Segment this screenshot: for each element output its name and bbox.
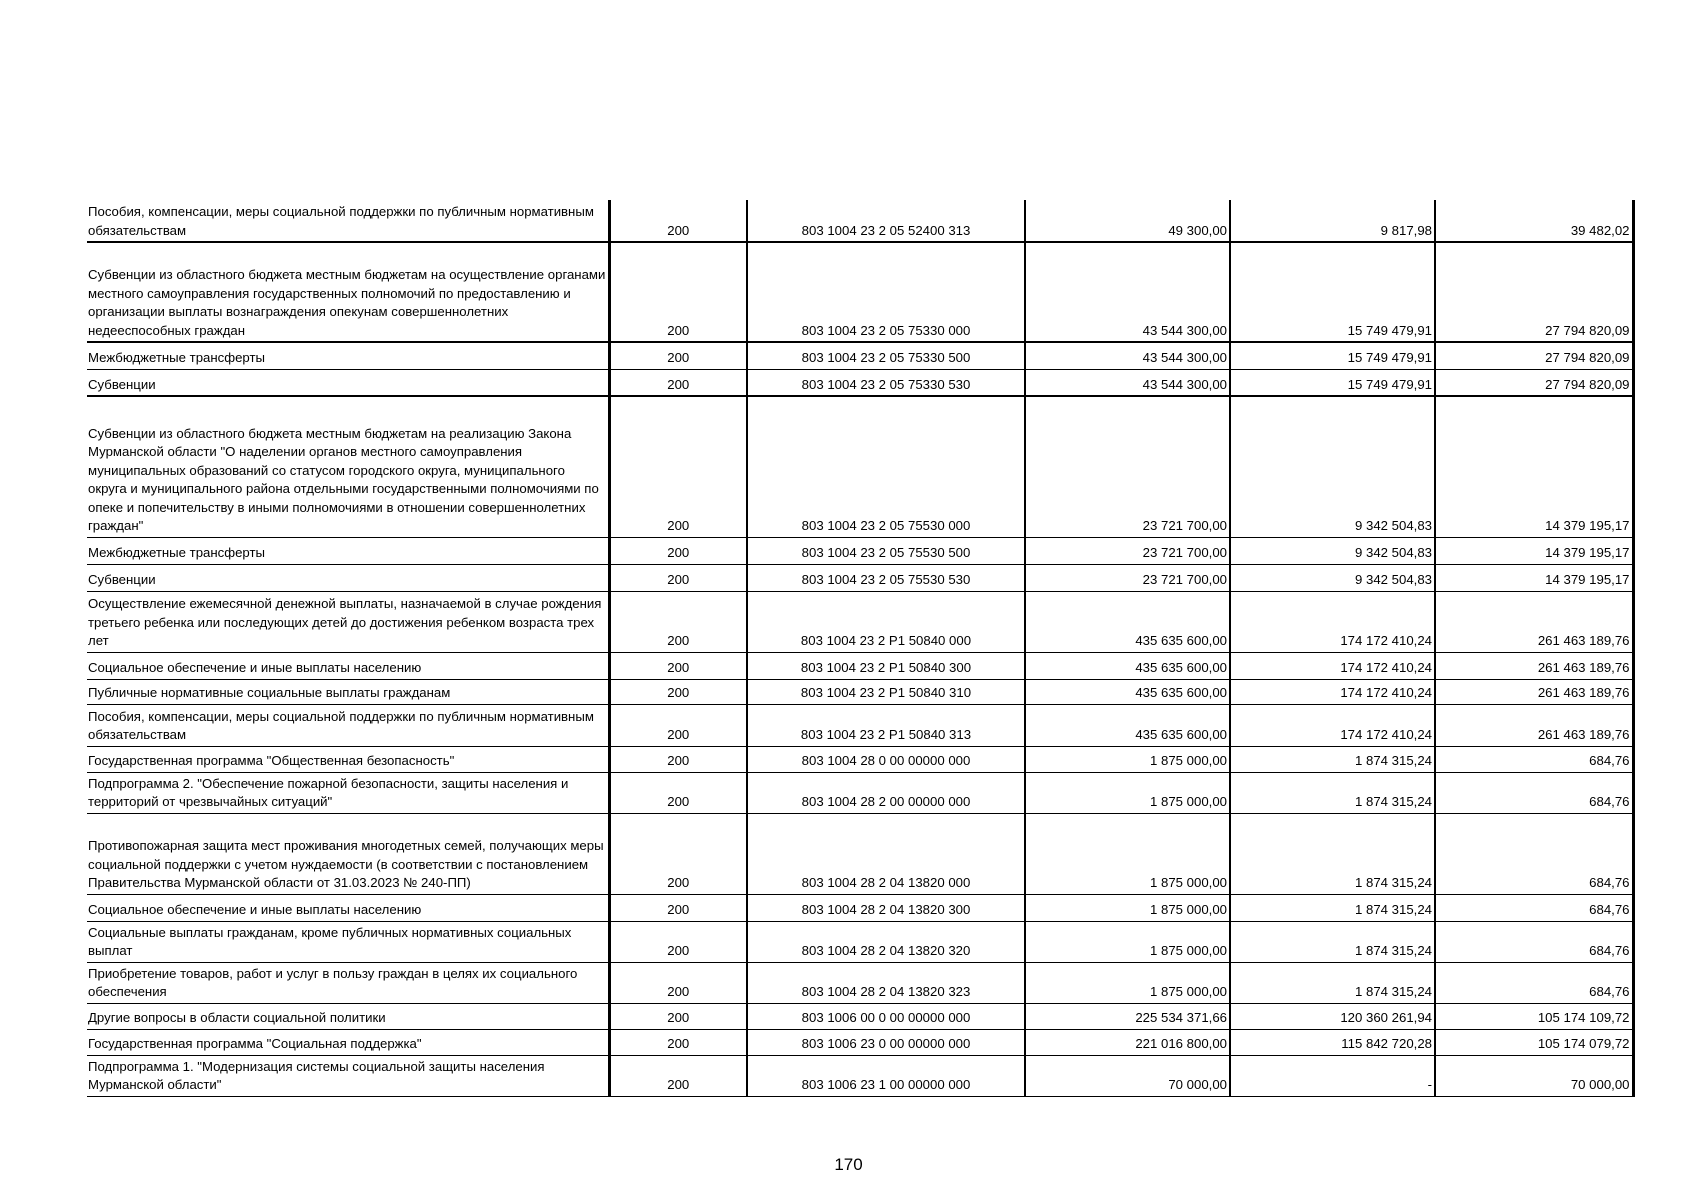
row-code: 200	[609, 564, 747, 591]
row-name: Государственная программа "Социальная поддержка"	[87, 1029, 609, 1055]
row-executed: 15 749 479,91	[1230, 242, 1435, 342]
row-executed: 9 817,98	[1230, 200, 1435, 242]
row-code: 200	[609, 242, 747, 342]
table-row	[87, 1055, 1633, 1096]
row-name: Социальные выплаты гражданам, кроме публичных нормативных социальных выплат	[87, 921, 609, 962]
row-executed: 1 874 315,24	[1230, 813, 1435, 894]
row-code: 200	[609, 1029, 747, 1055]
row-kbk: 803 1004 28 2 04 13820 323	[747, 962, 1025, 1003]
row-kbk: 803 1004 23 2 05 75330 530	[747, 369, 1025, 396]
row-code: 200	[609, 396, 747, 537]
row-approved: 1 875 000,00	[1025, 813, 1230, 894]
row-unexecuted: 105 174 079,72	[1435, 1029, 1633, 1055]
row-approved: 1 875 000,00	[1025, 894, 1230, 921]
row-executed: 15 749 479,91	[1230, 342, 1435, 369]
row-name: Публичные нормативные социальные выплаты гражданам	[87, 679, 609, 704]
row-unexecuted: 14 379 195,17	[1435, 537, 1633, 564]
row-unexecuted: 70 000,00	[1435, 1055, 1633, 1096]
row-kbk: 803 1004 23 2 P1 50840 310	[747, 679, 1025, 704]
row-unexecuted: 14 379 195,17	[1435, 564, 1633, 591]
row-code: 200	[609, 537, 747, 564]
row-executed: 115 842 720,28	[1230, 1029, 1435, 1055]
row-code: 200	[609, 1055, 747, 1096]
row-code: 200	[609, 813, 747, 894]
row-kbk: 803 1004 28 2 04 13820 320	[747, 921, 1025, 962]
row-name: Другие вопросы в области социальной политики	[87, 1003, 609, 1029]
row-kbk: 803 1006 23 0 00 00000 000	[747, 1029, 1025, 1055]
row-approved: 43 544 300,00	[1025, 369, 1230, 396]
row-name: Межбюджетные трансферты	[87, 537, 609, 564]
table-row	[87, 652, 1633, 679]
table-row	[87, 591, 1633, 652]
row-kbk: 803 1004 23 2 P1 50840 313	[747, 704, 1025, 746]
table-row	[87, 242, 1633, 342]
row-unexecuted: 684,76	[1435, 813, 1633, 894]
row-name: Межбюджетные трансферты	[87, 342, 609, 369]
row-kbk: 803 1004 28 0 00 00000 000	[747, 746, 1025, 772]
row-kbk: 803 1004 23 2 05 75530 530	[747, 564, 1025, 591]
row-unexecuted: 105 174 109,72	[1435, 1003, 1633, 1029]
table-row	[87, 200, 1633, 242]
row-unexecuted: 684,76	[1435, 746, 1633, 772]
row-approved: 43 544 300,00	[1025, 242, 1230, 342]
table-row	[87, 564, 1633, 591]
row-kbk: 803 1004 23 2 05 52400 313	[747, 200, 1025, 242]
table-row	[87, 894, 1633, 921]
row-approved: 225 534 371,66	[1025, 1003, 1230, 1029]
row-executed: 1 874 315,24	[1230, 772, 1435, 813]
budget-execution-table	[87, 200, 1635, 1097]
row-executed: 15 749 479,91	[1230, 369, 1435, 396]
row-kbk: 803 1006 00 0 00 00000 000	[747, 1003, 1025, 1029]
row-name: Субвенции	[87, 564, 609, 591]
row-approved: 221 016 800,00	[1025, 1029, 1230, 1055]
row-name: Субвенции из областного бюджета местным бюджетам на осуществление органами местного самоуправления государственных полномочий по предоставлению и организации выплаты вознаграждения опекунам совершеннолетних недееспособных граждан	[87, 242, 609, 342]
row-name: Подпрограмма 2. "Обеспечение пожарной безопасности, защиты населения и территорий от чрезвычайных ситуаций"	[87, 772, 609, 813]
row-approved: 435 635 600,00	[1025, 591, 1230, 652]
row-name: Подпрограмма 1. "Модернизация системы социальной защиты населения Мурманской области"	[87, 1055, 609, 1096]
row-unexecuted: 14 379 195,17	[1435, 396, 1633, 537]
row-approved: 43 544 300,00	[1025, 342, 1230, 369]
row-approved: 70 000,00	[1025, 1055, 1230, 1096]
row-unexecuted: 261 463 189,76	[1435, 704, 1633, 746]
table-row	[87, 342, 1633, 369]
row-executed: 1 874 315,24	[1230, 746, 1435, 772]
row-name: Социальное обеспечение и иные выплаты населению	[87, 894, 609, 921]
row-name: Осуществление ежемесячной денежной выплаты, назначаемой в случае рождения третьего ребенка или последующих детей до достижения ребенком возраста трех лет	[87, 591, 609, 652]
row-approved: 23 721 700,00	[1025, 564, 1230, 591]
row-executed: 1 874 315,24	[1230, 894, 1435, 921]
row-unexecuted: 39 482,02	[1435, 200, 1633, 242]
row-unexecuted: 684,76	[1435, 772, 1633, 813]
row-name: Социальное обеспечение и иные выплаты населению	[87, 652, 609, 679]
row-name: Субвенции из областного бюджета местным бюджетам на реализацию Закона Мурманской области "О наделении органов местного самоуправления муниципальных образований со статусом городского округа, муниципального округа и муниципального района отдельными государственными полномочиями по опеке и попечительству в иными полномочиями в отношении совершеннолетних граждан"	[87, 396, 609, 537]
table-row	[87, 813, 1633, 894]
row-kbk: 803 1006 23 1 00 00000 000	[747, 1055, 1025, 1096]
row-executed: 9 342 504,83	[1230, 396, 1435, 537]
row-approved: 1 875 000,00	[1025, 772, 1230, 813]
table-row	[87, 921, 1633, 962]
table-row	[87, 1003, 1633, 1029]
row-unexecuted: 27 794 820,09	[1435, 369, 1633, 396]
row-code: 200	[609, 369, 747, 396]
row-executed: 1 874 315,24	[1230, 962, 1435, 1003]
table-row	[87, 396, 1633, 537]
row-approved: 1 875 000,00	[1025, 746, 1230, 772]
row-kbk: 803 1004 28 2 04 13820 300	[747, 894, 1025, 921]
row-code: 200	[609, 921, 747, 962]
row-approved: 435 635 600,00	[1025, 652, 1230, 679]
row-executed: 9 342 504,83	[1230, 537, 1435, 564]
row-executed: 120 360 261,94	[1230, 1003, 1435, 1029]
row-unexecuted: 27 794 820,09	[1435, 242, 1633, 342]
row-approved: 435 635 600,00	[1025, 679, 1230, 704]
row-code: 200	[609, 1003, 747, 1029]
row-code: 200	[609, 591, 747, 652]
row-code: 200	[609, 746, 747, 772]
table-row	[87, 772, 1633, 813]
row-code: 200	[609, 342, 747, 369]
table-row	[87, 369, 1633, 396]
row-name: Пособия, компенсации, меры социальной поддержки по публичным нормативным обязательствам	[87, 200, 609, 242]
row-unexecuted: 27 794 820,09	[1435, 342, 1633, 369]
row-code: 200	[609, 772, 747, 813]
row-code: 200	[609, 200, 747, 242]
row-kbk: 803 1004 23 2 P1 50840 300	[747, 652, 1025, 679]
row-code: 200	[609, 652, 747, 679]
row-unexecuted: 684,76	[1435, 921, 1633, 962]
row-name: Пособия, компенсации, меры социальной поддержки по публичным нормативным обязательствам	[87, 704, 609, 746]
table-row	[87, 746, 1633, 772]
table-row	[87, 704, 1633, 746]
row-approved: 23 721 700,00	[1025, 396, 1230, 537]
row-executed: 174 172 410,24	[1230, 652, 1435, 679]
row-name: Приобретение товаров, работ и услуг в пользу граждан в целях их социального обеспечения	[87, 962, 609, 1003]
row-approved: 23 721 700,00	[1025, 537, 1230, 564]
page-number: 170	[834, 1155, 863, 1174]
table-row	[87, 537, 1633, 564]
row-name: Противопожарная защита мест проживания многодетных семей, получающих меры социальной поддержки с учетом нуждаемости (в соответствии с постановлением Правительства Мурманской области от 31.03.2023 № 240-ПП)	[87, 813, 609, 894]
row-kbk: 803 1004 23 2 P1 50840 000	[747, 591, 1025, 652]
row-kbk: 803 1004 23 2 05 75530 000	[747, 396, 1025, 537]
row-unexecuted: 261 463 189,76	[1435, 679, 1633, 704]
row-name: Субвенции	[87, 369, 609, 396]
row-unexecuted: 684,76	[1435, 962, 1633, 1003]
row-unexecuted: 261 463 189,76	[1435, 591, 1633, 652]
row-executed: 9 342 504,83	[1230, 564, 1435, 591]
table-row	[87, 1029, 1633, 1055]
row-code: 200	[609, 894, 747, 921]
row-code: 200	[609, 962, 747, 1003]
row-unexecuted: 261 463 189,76	[1435, 652, 1633, 679]
row-code: 200	[609, 704, 747, 746]
row-executed: -	[1230, 1055, 1435, 1096]
row-name: Государственная программа "Общественная безопасность"	[87, 746, 609, 772]
row-executed: 1 874 315,24	[1230, 921, 1435, 962]
row-kbk: 803 1004 23 2 05 75330 500	[747, 342, 1025, 369]
row-executed: 174 172 410,24	[1230, 704, 1435, 746]
row-approved: 1 875 000,00	[1025, 921, 1230, 962]
row-kbk: 803 1004 28 2 00 00000 000	[747, 772, 1025, 813]
row-approved: 49 300,00	[1025, 200, 1230, 242]
row-unexecuted: 684,76	[1435, 894, 1633, 921]
row-kbk: 803 1004 28 2 04 13820 000	[747, 813, 1025, 894]
row-approved: 435 635 600,00	[1025, 704, 1230, 746]
row-code: 200	[609, 679, 747, 704]
table-row	[87, 679, 1633, 704]
row-executed: 174 172 410,24	[1230, 679, 1435, 704]
row-kbk: 803 1004 23 2 05 75530 500	[747, 537, 1025, 564]
table-row	[87, 962, 1633, 1003]
row-executed: 174 172 410,24	[1230, 591, 1435, 652]
row-approved: 1 875 000,00	[1025, 962, 1230, 1003]
row-kbk: 803 1004 23 2 05 75330 000	[747, 242, 1025, 342]
